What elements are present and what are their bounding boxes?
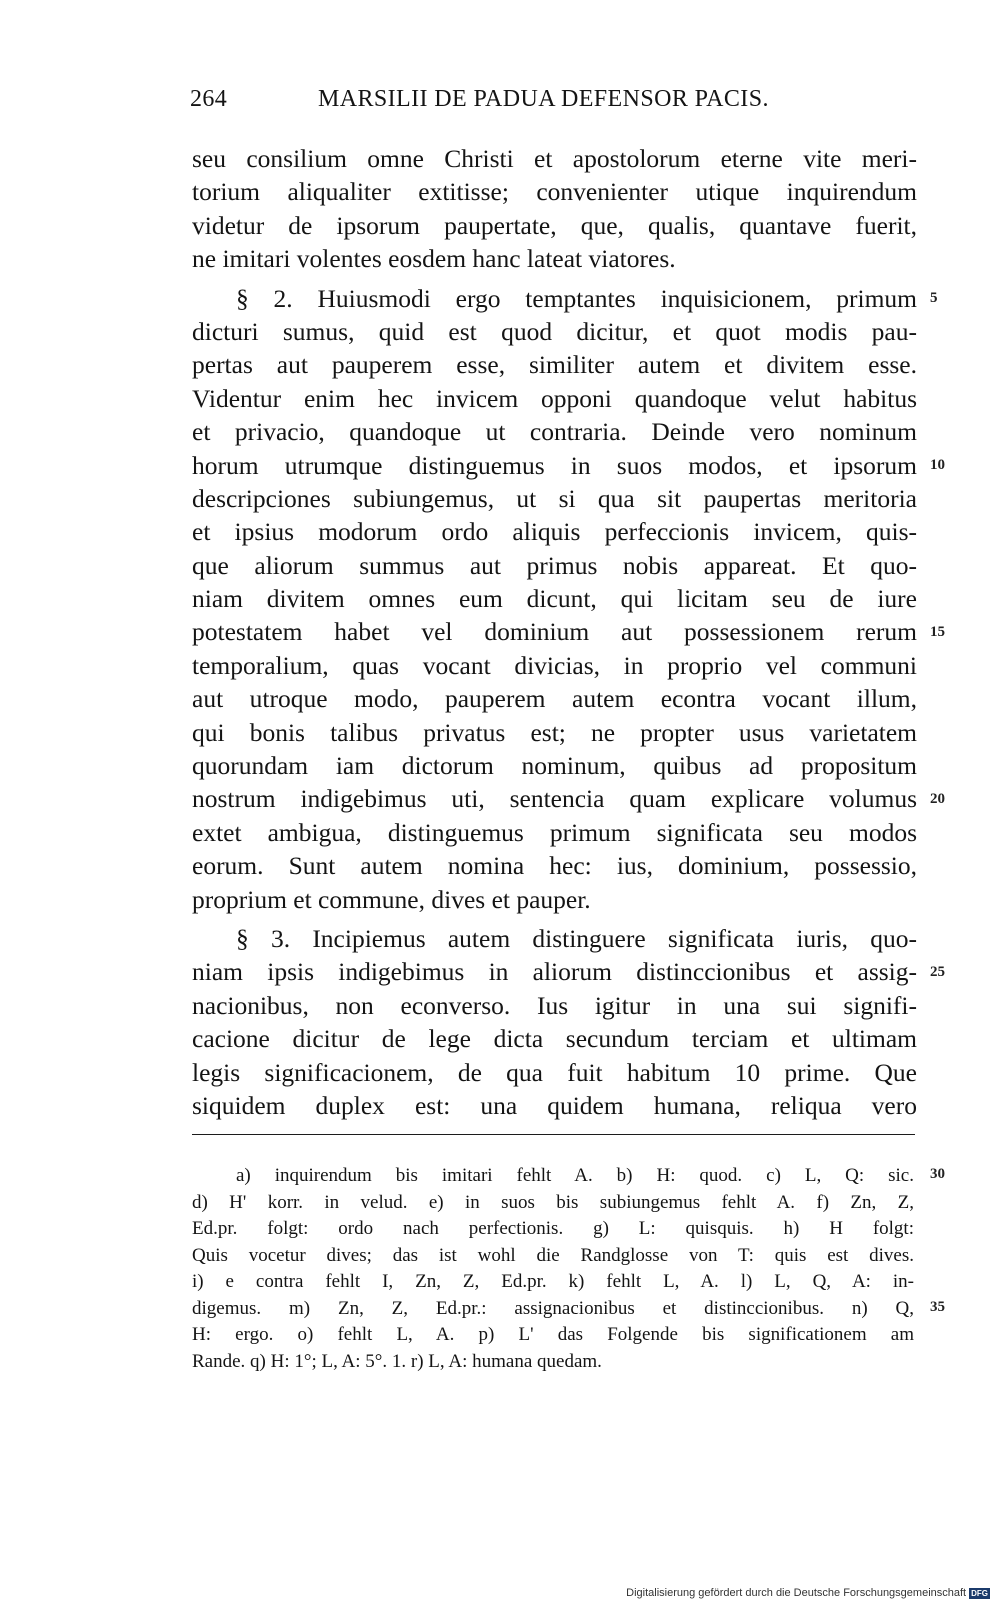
text-line: legis significacionem, de qua fuit habitum 10 prime. Que <box>192 1057 917 1087</box>
footnotes <box>192 1163 914 1375</box>
text-line: Videntur enim hec invicem opponi quandoque velut habitus <box>192 383 917 413</box>
margin-line-number: 15 <box>930 624 945 640</box>
margin-line-number: 25 <box>930 964 945 980</box>
text-line: niam ipsis indigebimus in aliorum distinccionibus et assig- <box>192 957 917 987</box>
text-line: aut utroque modo, pauperem autem econtra vocant illum, <box>192 684 917 714</box>
footnote-line: digemus. m) Zn, Z, Ed.pr.: assignacionibus et distinccionibus. n) Q, <box>192 1297 914 1319</box>
page-number: 264 <box>190 86 228 112</box>
footnote-line: Ed.pr. folgt: ordo nach perfectionis. g) L: quisquis. h) H folgt: <box>192 1218 914 1239</box>
margin-line-number: 20 <box>930 791 945 807</box>
text-line: potestatem habet vel dominium aut possessionem rerum <box>192 617 917 647</box>
section-heading-line: § 2. Huiusmodi ergo temptantes inquisicionem, primum <box>236 283 917 313</box>
footnote-line: i) e contra fehlt I, Zn, Z, Ed.pr. k) fehlt L, A. l) L, Q, A: in- <box>192 1271 914 1292</box>
text-line: torium aliqualiter extitisse; convenienter utique inquirendum <box>192 177 917 207</box>
running-title: MARSILII DE PADUA DEFENSOR PACIS. <box>318 86 769 112</box>
text-line: temporalium, quas vocant divicias, in proprio vel communi <box>192 650 917 680</box>
text-line: pertas aut pauperem esse, similiter autem et divitem esse. <box>192 350 917 380</box>
text-line: seu consilium omne Christi et apostolorum eterne vite meri- <box>192 144 917 173</box>
footnote-line: Rande. q) H: 1°; L, A: 5°. 1. r) L, A: humana quedam. <box>192 1350 602 1372</box>
margin-line-number: 5 <box>930 290 938 306</box>
text-line: niam divitem omnes eum dicunt, qui licitam seu de iure <box>192 584 917 614</box>
text-line: horum utrumque distinguemus in suos modos, et ipsorum <box>192 450 917 480</box>
text-line: ne imitari volentes eosdem hanc lateat viatores. <box>192 244 676 274</box>
digitization-credit <box>626 1587 990 1599</box>
margin-line-number: 35 <box>930 1299 945 1315</box>
text-line: proprium et commune, dives et pauper. <box>192 884 591 914</box>
text-line: et ipsius modorum ordo aliquis perfeccionis invicem, quis- <box>192 517 917 547</box>
text-line: que aliorum summus aut primus nobis appareat. Et quo- <box>192 550 917 580</box>
text-line: videtur de ipsorum paupertate, que, qualis, quantave fuerit, <box>192 210 917 240</box>
text-line: descripciones subiungemus, ut si qua sit paupertas meritoria <box>192 483 917 513</box>
dfg-logo: DFG <box>971 1588 988 1598</box>
credit-text: Digitalisierung gefördert durch die Deutsche Forschungsgemeinschaft <box>626 1587 967 1599</box>
text-line: cacione dicitur de lege dicta secundum terciam et ultimam <box>192 1024 917 1054</box>
text-line: dicturi sumus, quid est quod dicitur, et quot modis pau- <box>192 316 917 346</box>
footnote-divider <box>192 1134 915 1135</box>
text-line: nacionibus, non econverso. Ius igitur in una sui signifi- <box>192 990 917 1020</box>
footnote-line: Quis vocetur dives; das ist wohl die Randglosse von T: quis est dives. <box>192 1244 914 1266</box>
text-line: qui bonis talibus privatus est; ne propter usus varietatem <box>192 717 917 747</box>
text-line: nostrum indigebimus uti, sentencia quam explicare volumus <box>192 784 917 814</box>
text-line: siquidem duplex est: una quidem humana, reliqua vero <box>192 1090 917 1120</box>
footnote-line: H: ergo. o) fehlt L, A. p) L' das Folgende bis significationem am <box>192 1324 914 1345</box>
section-heading-line: § 3. Incipiemus autem distinguere significata iuris, quo- <box>236 923 917 953</box>
text-line: et privacio, quandoque ut contraria. Deinde vero nominum <box>192 417 917 447</box>
text-line: eorum. Sunt autem nomina hec: ius, dominium, possessio, <box>192 851 917 881</box>
page-header <box>190 86 917 118</box>
main-text <box>192 142 917 1122</box>
text-line: quorundam iam dictorum nominum, quibus ad propositum <box>192 751 917 781</box>
margin-line-number: 30 <box>930 1166 945 1182</box>
margin-line-number: 10 <box>930 457 945 473</box>
footnote-line: d) H' korr. in velud. e) in suos bis subiungemus fehlt A. f) Zn, Z, <box>192 1191 914 1213</box>
text-line: extet ambigua, distinguemus primum significata seu modos <box>192 817 917 847</box>
footnote-line: a) inquirendum bis imitari fehlt A. b) H: quod. c) L, Q: sic. <box>236 1165 914 1186</box>
